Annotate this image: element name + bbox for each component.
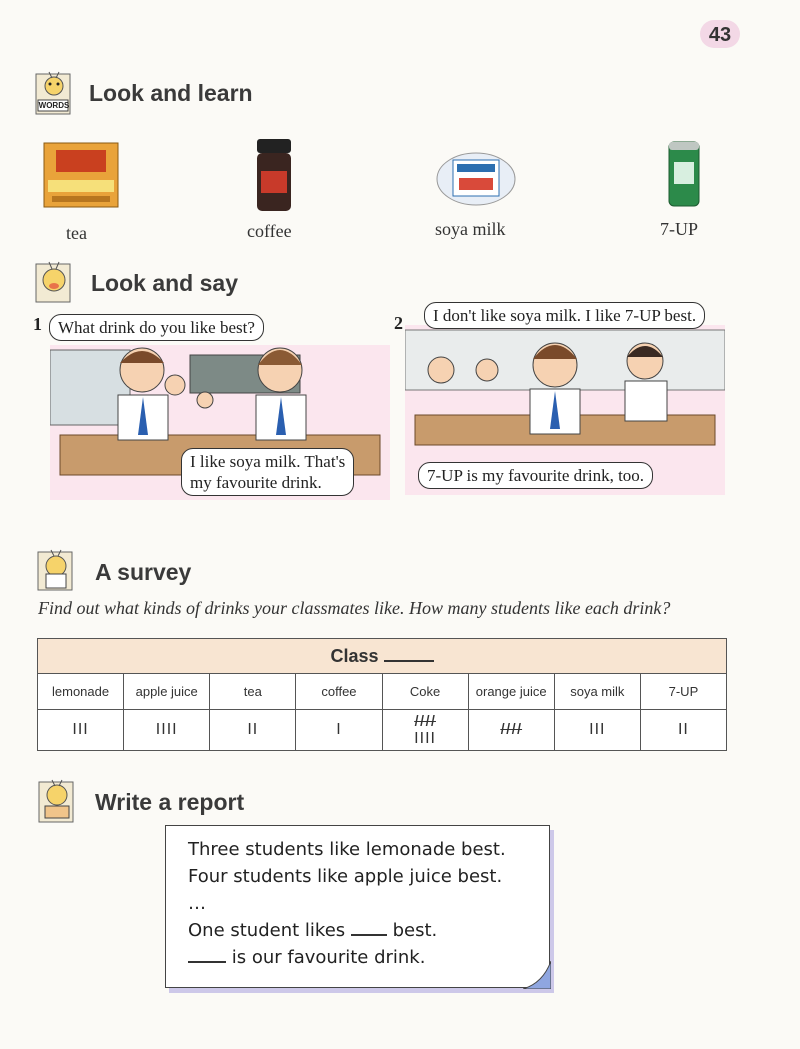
report-blank[interactable] bbox=[351, 920, 387, 936]
tally-cell: III bbox=[38, 710, 124, 751]
column-header: Coke bbox=[382, 674, 468, 710]
survey-header-row bbox=[38, 674, 727, 710]
survey-tally-row bbox=[38, 710, 727, 751]
tally-cell: II bbox=[640, 710, 726, 751]
report-line: Three students like lemonade best. bbox=[188, 839, 506, 860]
section-title-look-and-say: Look and say bbox=[91, 270, 238, 296]
column-header: orange juice bbox=[468, 674, 554, 710]
tea-box-icon bbox=[42, 140, 122, 215]
class-header bbox=[38, 639, 727, 674]
speech-bubble-1a: What drink do you like best? bbox=[49, 314, 264, 341]
survey-instruction: Find out what kinds of drinks your classmates like. How many students like each drink? bbox=[38, 598, 671, 618]
tally-cell-coke bbox=[382, 710, 468, 751]
column-header: coffee bbox=[296, 674, 382, 710]
tally-cell-orange-juice bbox=[468, 710, 554, 751]
column-header: soya milk bbox=[554, 674, 640, 710]
page-curl-icon bbox=[523, 961, 551, 989]
word-label-7up: 7-UP bbox=[660, 219, 699, 239]
report-line: Four students like apple juice best. bbox=[188, 866, 503, 887]
speech-bubble-1b: I like soya milk. That's my favourite drink. bbox=[181, 448, 354, 496]
word-label-coffee: coffee bbox=[247, 221, 292, 241]
tally-cell: IIII bbox=[124, 710, 210, 751]
tally-cell: I bbox=[296, 710, 382, 751]
tally-five-group: IIII bbox=[500, 721, 523, 738]
scene-number-1: 1 bbox=[33, 314, 42, 334]
report-box bbox=[165, 825, 550, 988]
word-label-soya-milk: soya milk bbox=[435, 219, 506, 239]
page-number: 43 bbox=[700, 20, 740, 48]
tally-five-group: IIII bbox=[414, 713, 436, 730]
column-header: apple juice bbox=[124, 674, 210, 710]
scene-number-2: 2 bbox=[394, 313, 403, 333]
report-line-fill-in bbox=[188, 944, 549, 971]
report-line: … bbox=[188, 893, 206, 914]
look-and-say-mascot-icon bbox=[34, 260, 74, 309]
report-mascot-icon bbox=[37, 778, 77, 829]
words-badge: WORDS bbox=[38, 101, 70, 110]
speech-bubble-2b: 7-UP is my favourite drink, too. bbox=[418, 462, 653, 489]
survey-mascot-icon bbox=[36, 548, 76, 597]
tally-cell: II bbox=[210, 710, 296, 751]
class-blank[interactable] bbox=[384, 646, 434, 662]
report-line-fill-in bbox=[188, 917, 549, 944]
soya-milk-packet-icon bbox=[435, 150, 517, 213]
words-mascot-icon bbox=[34, 70, 74, 121]
section-title-write-a-report: Write a report bbox=[95, 789, 245, 815]
section-title-look-and-learn: Look and learn bbox=[89, 80, 253, 106]
section-title-survey: A survey bbox=[95, 559, 192, 585]
column-header: lemonade bbox=[38, 674, 124, 710]
report-text: best. bbox=[392, 920, 438, 941]
report-text: One student likes bbox=[188, 920, 346, 941]
word-label-tea: tea bbox=[66, 223, 87, 243]
tally-remainder: IIII bbox=[414, 730, 436, 747]
survey-table bbox=[37, 638, 727, 751]
soda-can-icon bbox=[667, 140, 701, 213]
coffee-jar-icon bbox=[255, 137, 295, 220]
report-text: is our favourite drink. bbox=[231, 947, 426, 968]
tally-cell: III bbox=[554, 710, 640, 751]
column-header: tea bbox=[210, 674, 296, 710]
class-label: Class bbox=[330, 645, 379, 666]
column-header: 7-UP bbox=[640, 674, 726, 710]
report-blank[interactable] bbox=[188, 947, 226, 963]
speech-bubble-2a: I don't like soya milk. I like 7-UP best. bbox=[424, 302, 705, 329]
